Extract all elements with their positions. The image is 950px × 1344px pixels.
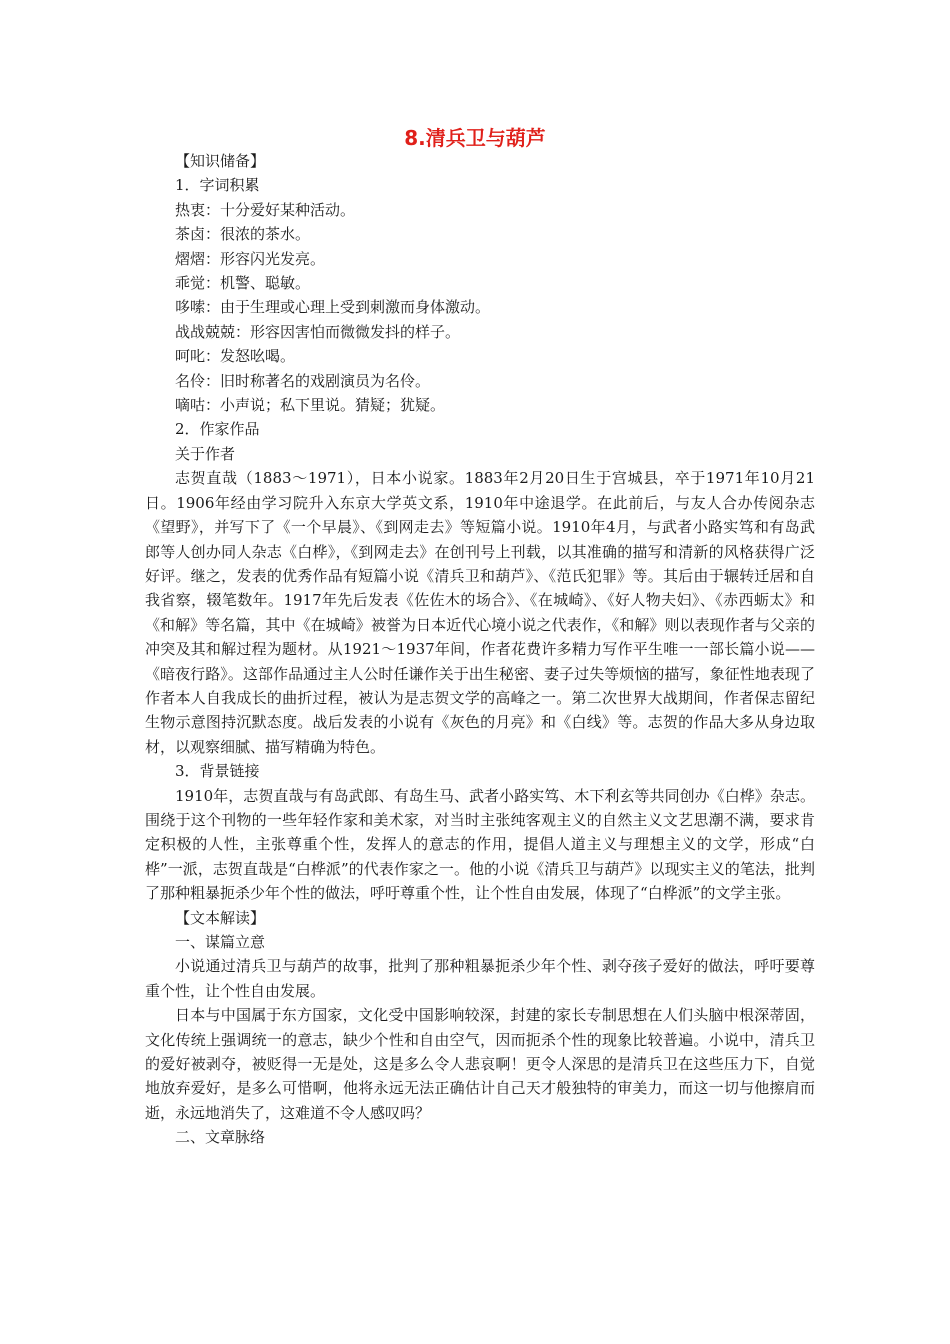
vocab-item: 嘀咕：小声说；私下里说。猜疑；犹疑。 [175, 396, 446, 415]
vocab-item: 熠熠：形容闪光发亮。 [175, 249, 326, 268]
subheading-author-works: 2．作家作品 [175, 420, 260, 439]
about-author-heading: 关于作者 [175, 444, 236, 463]
background-paragraph: 1910年，志贺直哉与有岛武郎、有岛生马、武者小路实笃、木下利玄等共同创办《白桦》杂志。围绕于这个刊物的一些年轻作家和美术家，对当时主张纯客观主义的自然主义文艺思潮不满，要求肯定积极的人性，主张尊重个性，发挥人的意志的作用，提倡人道主义与理想主义的文学，形成“白桦”一派，志贺直哉是“白桦派”的代表作家之一。他的小说《清兵卫与葫芦》以现实主义的笔法，批判了那种粗暴扼杀少年个性的做法，呼吁尊重个性，让个性自由发展，体现了“白桦派”的文学主张。 [145, 786, 815, 903]
about-author-paragraph: 志贺直哉（1883～1971），日本小说家。1883年2月20日生于宫城县，卒于1971年10月21日。1906年经由学习院升入东京大学英文系，1910年中途退学。在此前后，与友人合办传阅杂志《望野》，并写下了《一个早晨》、《到网走去》等短篇小说。1910年4月，与武者小路实笃和有岛武郎等人创办同人杂志《白桦》，《到网走去》在创刊号上刊载，以其准确的描写和清新的风格获得广泛好评。继之，发表的优秀作品有短篇小说《清兵卫和葫芦》、《范氏犯罪》等。其后由于辗转迁居和自我省察，辍笔数年。1917年先后发表《佐佐木的场合》、《在城崎》、《好人物夫妇》、《赤西蛎太》和《和解》等名篇，其中《在城崎》被誉为日本近代心境小说之代表作，《和解》则以表现作者与父亲的冲突及其和解过程为题材。从1921～1937年间，作者花费许多精力写作平生唯一一部长篇小说——《暗夜行路》。这部作品通过主人公时任谦作关于出生秘密、妻子过失等烦恼的描写，象征性地表现了作者本人自我成长的曲折过程，被认为是志贺文学的高峰之一。第二次世界大战期间，作者保志留纪生物示意图持沉默态度。战后发表的小说有《灰色的月亮》和《白线》等。志贺的作品大多从身边取材，以观察细腻、描写精确为特色。 [145, 469, 815, 756]
section-heading-text-analysis: 【文本解读】 [175, 908, 266, 927]
subheading-structure: 二、文章脉络 [175, 1128, 266, 1147]
section-heading-knowledge: 【知识储备】 [175, 152, 266, 170]
vocab-item: 茶卤：很浓的茶水。 [175, 225, 311, 244]
subheading-background: 3．背景链接 [175, 762, 260, 781]
subheading-vocabulary: 1．字词积累 [175, 176, 260, 195]
vocab-item: 乖觉：机警、聪敏。 [175, 274, 311, 293]
vocab-item: 名伶：旧时称著名的戏剧演员为名伶。 [175, 371, 431, 390]
page-title: 8.清兵卫与葫芦 [404, 126, 546, 150]
theme-paragraph-1: 小说通过清兵卫与葫芦的故事，批判了那种粗暴扼杀少年个性、剥夺孩子爱好的做法，呼吁要尊重个性，让个性自由发展。 [145, 957, 815, 1000]
vocab-item: 呵叱：发怒吆喝。 [175, 347, 296, 366]
vocab-item: 哆嗦：由于生理或心理上受到刺激而身体激动。 [175, 298, 491, 317]
vocab-item: 热衷：十分爱好某种活动。 [175, 200, 356, 219]
document-body [145, 149, 815, 1150]
subheading-theme: 一、谋篇立意 [175, 933, 266, 951]
theme-paragraph-2: 日本与中国属于东方国家，文化受中国影响较深，封建的家长专制思想在人们头脑中根深蒂固，文化传统上强调统一的意志，缺少个性和自由空气，因而扼杀个性的现象比较普遍。小说中，清兵卫的爱好被剥夺，被贬得一无是处，这是多么令人悲哀啊！更令人深思的是清兵卫在这些压力下，自觉地放弃爱好，是多么可惜啊，他将永远无法正确估计自己天才般独特的审美力，而这一切与他擦肩而逝，永远地消失了，这难道不令人感叹吗？ [145, 1006, 815, 1122]
vocab-item: 战战兢兢：形容因害怕而微微发抖的样子。 [175, 322, 461, 341]
